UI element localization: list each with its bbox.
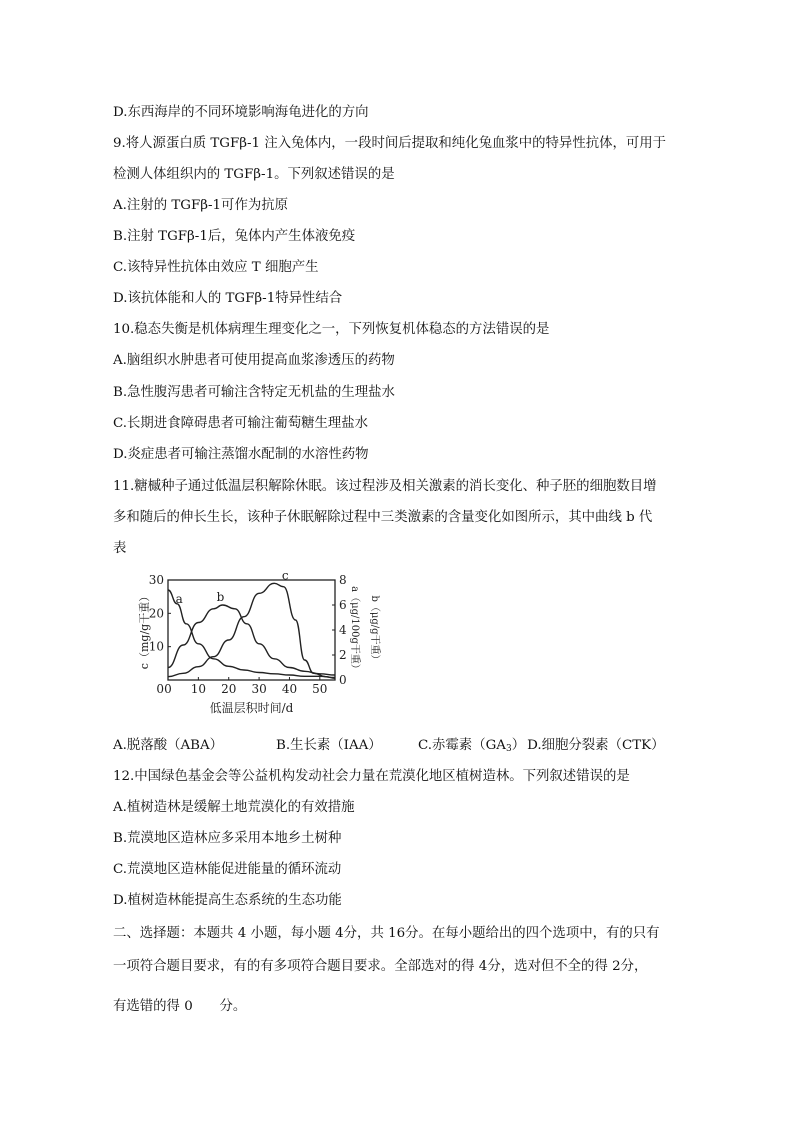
y-right-tick-label: 8 <box>339 573 347 587</box>
y-right-axis-title-a: a（μg/100g干重） <box>349 586 360 674</box>
section-2-instructions: 一项符合题目要求，有的有多项符合题目要求。全部选对的得 4分，选对但不全的得 2分， <box>113 959 648 974</box>
option-d-q8: D.东西海岸的不同环境影响海龟进化的方向 <box>113 105 369 120</box>
question-9-stem: 9.将人源蛋白质 TGFβ-1 注入兔体内，一段时间后提取和纯化兔血浆中的特异性抗体，可用于 <box>113 136 667 151</box>
y-left-tick-label: 10 <box>148 639 164 654</box>
y-left-tick-label: 20 <box>148 606 164 621</box>
option-b-q11: B.生长素（IAA） <box>276 738 382 753</box>
question-11-stem-cont: 多和随后的伸长生长，该种子休眠解除过程中三类激素的含量变化如图所示，其中曲线 b 代 <box>113 510 653 525</box>
option-a-q11: A.脱落酸（ABA） <box>113 738 224 753</box>
section-2-instructions-end: 有选错的得 0 分。 <box>113 999 247 1014</box>
question-11-options <box>113 736 665 759</box>
y-left-axis-title: c（mg/g干重） <box>138 590 151 670</box>
option-b-q10: B.急性腹泻患者可输注含特定无机盐的生理盐水 <box>113 385 395 400</box>
option-d-q12: D.植树造林能提高生态系统的生态功能 <box>113 893 342 908</box>
section-2-heading: 二、选择题：本题共 4 小题，每小题 4分，共 16分。在每小题给出的四个选项中，有的只有 <box>113 926 660 941</box>
y-left-tick-label: 0 <box>156 682 164 696</box>
question-9-stem-cont: 检测人体组织内的 TGFβ-1。下列叙述错误的是 <box>113 167 395 182</box>
y-right-tick-label: 2 <box>339 648 347 662</box>
x-tick-label: 30 <box>251 682 267 696</box>
series-a-label: a <box>175 591 183 606</box>
y-right-tick-label: 4 <box>339 623 347 637</box>
option-a-q12: A.植树造林是缓解土地荒漠化的有效措施 <box>113 800 355 815</box>
series-b-line <box>168 605 335 675</box>
option-c-q10: C.长期进食障碍患者可输注葡萄糖生理盐水 <box>113 416 369 431</box>
question-10-stem: 10.稳态失衡是机体病理生理变化之一，下列恢复机体稳态的方法错误的是 <box>113 322 550 337</box>
option-c-q11: C.赤霉素（GA3） <box>418 738 526 754</box>
x-tick-label: 20 <box>221 682 237 696</box>
question-11-stem-end: 表 <box>113 541 127 556</box>
x-tick-label: 0 <box>164 682 172 696</box>
question-12-stem: 12.中国绿色基金会等公益机构发动社会力量在荒漠化地区植树造林。下列叙述错误的是 <box>113 769 630 784</box>
series-b-label: b <box>216 590 225 604</box>
option-c-q9: C.该特异性抗体由效应 T 细胞产生 <box>113 260 319 275</box>
option-d-q11: D.细胞分裂素（CTK） <box>527 738 665 753</box>
y-right-tick-label: 6 <box>339 598 347 612</box>
option-c-q12: C.荒漠地区造林能促进能量的循环流动 <box>113 862 342 877</box>
option-a-q9: A.注射的 TGFβ-1可作为抗原 <box>113 198 289 213</box>
question-11-stem: 11.糖槭种子通过低温层积解除休眠。该过程涉及相关激素的消长变化、种子胚的细胞数目增 <box>113 479 657 494</box>
option-d-q10: D.炎症患者可输注蒸馏水配制的水溶性药物 <box>113 447 369 462</box>
y-right-tick-label: 0 <box>339 673 347 687</box>
series-c-label: c <box>281 568 289 583</box>
hormone-chart <box>140 570 402 722</box>
y-left-tick-label: 30 <box>148 573 164 587</box>
y-right-axis-title-b: b（μg/g干重） <box>369 595 380 665</box>
option-d-q9: D.该抗体能和人的 TGFβ-1特异性结合 <box>113 291 343 306</box>
option-b-q12: B.荒漠地区造林应多采用本地乡土树种 <box>113 831 342 846</box>
option-b-q9: B.注射 TGFβ-1后，兔体内产生体液免疫 <box>113 229 356 244</box>
option-a-q10: A.脑组织水肿患者可使用提高血浆渗透压的药物 <box>113 353 395 368</box>
x-tick-label: 40 <box>281 682 298 696</box>
x-tick-label: 50 <box>312 682 328 696</box>
x-axis-title: 低温层积时间/d <box>209 701 294 715</box>
x-tick-label: 10 <box>190 682 207 696</box>
